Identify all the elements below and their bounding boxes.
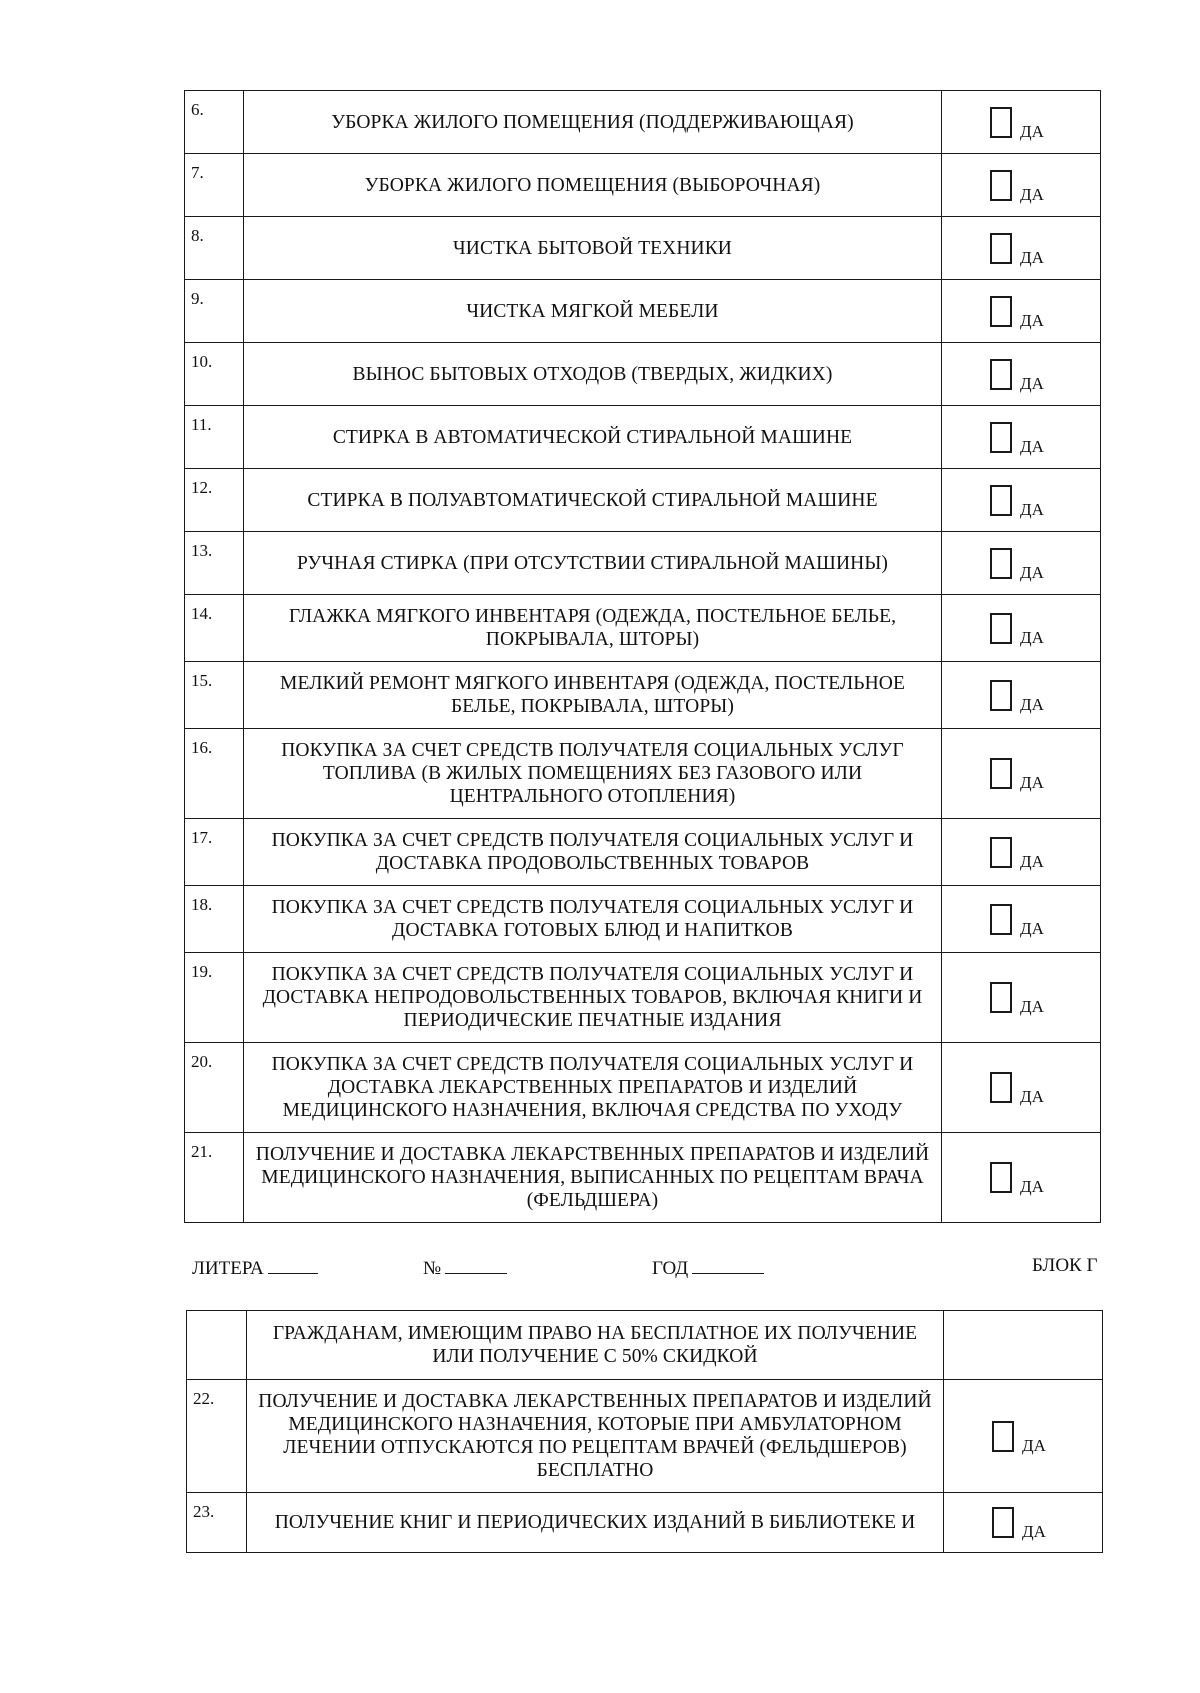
row-number: 20. bbox=[185, 1043, 244, 1133]
checkbox-option[interactable] bbox=[942, 422, 1100, 456]
checkbox-label: ДА bbox=[1020, 499, 1044, 519]
year-label: ГОД bbox=[652, 1258, 689, 1279]
free-services-table bbox=[186, 1310, 1103, 1553]
table-row bbox=[185, 406, 1101, 469]
checkbox[interactable] bbox=[990, 1162, 1012, 1193]
checkbox-option[interactable] bbox=[944, 1421, 1102, 1455]
checkbox[interactable] bbox=[992, 1507, 1014, 1538]
checkbox-label: ДА bbox=[1020, 627, 1044, 647]
checkbox[interactable] bbox=[990, 107, 1012, 138]
checkbox-label: ДА bbox=[1020, 121, 1044, 141]
checkbox-label: ДА bbox=[1020, 1177, 1044, 1196]
checkbox-option[interactable] bbox=[942, 904, 1100, 938]
checkbox-option[interactable] bbox=[942, 485, 1100, 519]
row-description: ПОКУПКА ЗА СЧЕТ СРЕДСТВ ПОЛУЧАТЕЛЯ СОЦИАЛЬНЫХ УСЛУГ И ДОСТАВКА ПРОДОВОЛЬСТВЕННЫХ ТОВАРОВ bbox=[244, 819, 942, 886]
year-blank[interactable] bbox=[692, 1255, 764, 1274]
table-row bbox=[185, 280, 1101, 343]
checkbox-label: ДА bbox=[1020, 562, 1044, 582]
row-description: ПОКУПКА ЗА СЧЕТ СРЕДСТВ ПОЛУЧАТЕЛЯ СОЦИАЛЬНЫХ УСЛУГ И ДОСТАВКА ГОТОВЫХ БЛЮД И НАПИТКОВ bbox=[244, 886, 942, 953]
checkbox[interactable] bbox=[990, 170, 1012, 201]
services-table bbox=[184, 90, 1101, 1223]
checkbox-option[interactable] bbox=[942, 359, 1100, 393]
row-number: 12. bbox=[185, 469, 244, 532]
row-number: 9. bbox=[185, 280, 244, 343]
checkbox-label: ДА bbox=[1020, 694, 1044, 714]
checkbox[interactable] bbox=[990, 758, 1012, 789]
year-field bbox=[652, 1255, 764, 1280]
checkbox[interactable] bbox=[992, 1421, 1014, 1452]
table-row bbox=[185, 953, 1101, 1043]
checkbox-cell bbox=[942, 819, 1101, 886]
checkbox-cell bbox=[944, 1493, 1103, 1553]
row-description: ПОКУПКА ЗА СЧЕТ СРЕДСТВ ПОЛУЧАТЕЛЯ СОЦИАЛЬНЫХ УСЛУГ И ДОСТАВКА НЕПРОДОВОЛЬСТВЕННЫХ ТОВАРОВ, ВКЛЮЧАЯ КНИГИ И ПЕРИОДИЧЕСКИЕ ПЕЧАТНЫЕ ИЗДАНИЯ bbox=[244, 953, 942, 1043]
number-blank[interactable] bbox=[445, 1255, 507, 1274]
checkbox-label: ДА bbox=[1020, 851, 1044, 871]
row-description: УБОРКА ЖИЛОГО ПОМЕЩЕНИЯ (ВЫБОРОЧНАЯ) bbox=[244, 154, 942, 217]
table-row bbox=[185, 595, 1101, 662]
services-table-body bbox=[185, 91, 1101, 1223]
checkbox[interactable] bbox=[990, 1072, 1012, 1103]
checkbox-option[interactable] bbox=[942, 982, 1100, 1016]
checkbox-label: ДА bbox=[1022, 1435, 1046, 1455]
checkbox-label: ДА bbox=[1020, 373, 1044, 393]
litera-field bbox=[192, 1255, 318, 1280]
checkbox[interactable] bbox=[990, 613, 1012, 644]
row-description: РУЧНАЯ СТИРКА (ПРИ ОТСУТСТВИИ СТИРАЛЬНОЙ МАШИНЫ) bbox=[244, 532, 942, 595]
row-number: 7. bbox=[185, 154, 244, 217]
checkbox-option[interactable] bbox=[942, 680, 1100, 714]
number-field bbox=[423, 1255, 507, 1280]
checkbox-option[interactable] bbox=[942, 233, 1100, 267]
table-row bbox=[185, 819, 1101, 886]
row-description: ЧИСТКА БЫТОВОЙ ТЕХНИКИ bbox=[244, 217, 942, 280]
litera-label: ЛИТЕРА bbox=[192, 1258, 264, 1279]
checkbox-option[interactable] bbox=[942, 758, 1100, 792]
checkbox-cell bbox=[942, 886, 1101, 953]
checkbox[interactable] bbox=[990, 296, 1012, 327]
checkbox-option[interactable] bbox=[942, 170, 1100, 204]
row-description: ПОКУПКА ЗА СЧЕТ СРЕДСТВ ПОЛУЧАТЕЛЯ СОЦИАЛЬНЫХ УСЛУГ И ДОСТАВКА ЛЕКАРСТВЕННЫХ ПРЕПАРАТОВ И ИЗДЕЛИЙ МЕДИЦИНСКОГО НАЗНАЧЕНИЯ, ВКЛЮЧАЯ СРЕДСТВА ПО УХОДУ bbox=[244, 1043, 942, 1133]
row-number: 16. bbox=[185, 729, 244, 819]
checkbox-label: ДА bbox=[1020, 436, 1044, 456]
checkbox[interactable] bbox=[990, 837, 1012, 868]
checkbox-option[interactable] bbox=[942, 1162, 1100, 1196]
checkbox-option[interactable] bbox=[944, 1507, 1102, 1541]
row-description: ПОЛУЧЕНИЕ КНИГ И ПЕРИОДИЧЕСКИХ ИЗДАНИЙ В БИБЛИОТЕКЕ И bbox=[247, 1493, 944, 1553]
checkbox-option[interactable] bbox=[942, 548, 1100, 582]
checkbox-label: ДА bbox=[1020, 918, 1044, 938]
checkbox-option[interactable] bbox=[942, 1072, 1100, 1106]
table-row bbox=[185, 662, 1101, 729]
checkbox[interactable] bbox=[990, 982, 1012, 1013]
row-number: 21. bbox=[185, 1133, 244, 1223]
checkbox-cell bbox=[942, 217, 1101, 280]
row-description: ПОЛУЧЕНИЕ И ДОСТАВКА ЛЕКАРСТВЕННЫХ ПРЕПАРАТОВ И ИЗДЕЛИЙ МЕДИЦИНСКОГО НАЗНАЧЕНИЯ, ВЫПИСАННЫХ ПО РЕЦЕПТАМ ВРАЧА (ФЕЛЬДШЕРА) bbox=[244, 1133, 942, 1223]
row-number: 11. bbox=[185, 406, 244, 469]
checkbox-cell bbox=[942, 532, 1101, 595]
checkbox-cell bbox=[942, 662, 1101, 729]
row-number: 6. bbox=[185, 91, 244, 154]
checkbox-cell bbox=[942, 343, 1101, 406]
table-row bbox=[185, 469, 1101, 532]
row-number: 15. bbox=[185, 662, 244, 729]
checkbox-cell bbox=[942, 1043, 1101, 1133]
free-services-table-body bbox=[187, 1311, 1103, 1553]
checkbox-cell bbox=[942, 91, 1101, 154]
row-number: 22. bbox=[187, 1380, 247, 1493]
checkbox-cell bbox=[942, 154, 1101, 217]
table-row bbox=[187, 1493, 1103, 1553]
checkbox-cell bbox=[942, 280, 1101, 343]
checkbox[interactable] bbox=[990, 359, 1012, 390]
checkbox[interactable] bbox=[990, 422, 1012, 453]
header-check-cell bbox=[944, 1311, 1103, 1380]
table-row bbox=[185, 886, 1101, 953]
checkbox-option[interactable] bbox=[942, 837, 1100, 871]
checkbox[interactable] bbox=[990, 680, 1012, 711]
row-description: УБОРКА ЖИЛОГО ПОМЕЩЕНИЯ (ПОДДЕРЖИВАЮЩАЯ) bbox=[244, 91, 942, 154]
checkbox-cell bbox=[942, 1133, 1101, 1223]
row-number: 19. bbox=[185, 953, 244, 1043]
checkbox-label: ДА bbox=[1020, 247, 1044, 267]
row-description: ПОЛУЧЕНИЕ И ДОСТАВКА ЛЕКАРСТВЕННЫХ ПРЕПАРАТОВ И ИЗДЕЛИЙ МЕДИЦИНСКОГО НАЗНАЧЕНИЯ, КОТОРЫЕ ПРИ АМБУЛАТОРНОМ ЛЕЧЕНИИ ОТПУСКАЮТСЯ ПО РЕЦЕПТАМ ВРАЧЕЙ (ФЕЛЬДШЕРОВ) БЕСПЛАТНО bbox=[247, 1380, 944, 1493]
row-description: СТИРКА В ПОЛУАВТОМАТИЧЕСКОЙ СТИРАЛЬНОЙ МАШИНЕ bbox=[244, 469, 942, 532]
number-label: № bbox=[423, 1258, 442, 1279]
table-row bbox=[185, 729, 1101, 819]
table-row bbox=[185, 1043, 1101, 1133]
checkbox-cell bbox=[942, 729, 1101, 819]
checkbox-option[interactable] bbox=[942, 107, 1100, 141]
checkbox[interactable] bbox=[990, 233, 1012, 264]
row-description: МЕЛКИЙ РЕМОНТ МЯГКОГО ИНВЕНТАРЯ (ОДЕЖДА, ПОСТЕЛЬНОЕ БЕЛЬЕ, ПОКРЫВАЛА, ШТОРЫ) bbox=[244, 662, 942, 729]
table-row bbox=[185, 217, 1101, 280]
checkbox[interactable] bbox=[990, 548, 1012, 579]
checkbox[interactable] bbox=[990, 485, 1012, 516]
row-description: ПОКУПКА ЗА СЧЕТ СРЕДСТВ ПОЛУЧАТЕЛЯ СОЦИАЛЬНЫХ УСЛУГ ТОПЛИВА (В ЖИЛЫХ ПОМЕЩЕНИЯХ БЕЗ ГАЗОВОГО ИЛИ ЦЕНТРАЛЬНОГО ОТОПЛЕНИЯ) bbox=[244, 729, 942, 819]
checkbox-cell bbox=[942, 953, 1101, 1043]
checkbox-cell bbox=[944, 1380, 1103, 1493]
table-header-text: ГРАЖДАНАМ, ИМЕЮЩИМ ПРАВО НА БЕСПЛАТНОЕ ИХ ПОЛУЧЕНИЕ ИЛИ ПОЛУЧЕНИЕ С 50% СКИДКОЙ bbox=[247, 1311, 944, 1380]
table-row bbox=[185, 532, 1101, 595]
table-row bbox=[185, 91, 1101, 154]
checkbox-label: ДА bbox=[1022, 1522, 1046, 1541]
checkbox-cell bbox=[942, 469, 1101, 532]
row-number: 23. bbox=[187, 1493, 247, 1553]
checkbox-label: ДА bbox=[1020, 1087, 1044, 1106]
row-number: 18. bbox=[185, 886, 244, 953]
checkbox-option[interactable] bbox=[942, 613, 1100, 647]
litera-blank[interactable] bbox=[268, 1255, 318, 1274]
table-header-row bbox=[187, 1311, 1103, 1380]
checkbox[interactable] bbox=[990, 904, 1012, 935]
table-row bbox=[187, 1380, 1103, 1493]
checkbox-cell bbox=[942, 406, 1101, 469]
row-description: ГЛАЖКА МЯГКОГО ИНВЕНТАРЯ (ОДЕЖДА, ПОСТЕЛЬНОЕ БЕЛЬЕ, ПОКРЫВАЛА, ШТОРЫ) bbox=[244, 595, 942, 662]
row-description: СТИРКА В АВТОМАТИЧЕСКОЙ СТИРАЛЬНОЙ МАШИНЕ bbox=[244, 406, 942, 469]
row-number: 13. bbox=[185, 532, 244, 595]
row-number: 17. bbox=[185, 819, 244, 886]
checkbox-label: ДА bbox=[1020, 310, 1044, 330]
block-label: БЛОК Г bbox=[1032, 1255, 1098, 1276]
row-number: 8. bbox=[185, 217, 244, 280]
header-num-cell bbox=[187, 1311, 247, 1380]
table-row bbox=[185, 1133, 1101, 1223]
table-row bbox=[185, 343, 1101, 406]
checkbox-label: ДА bbox=[1020, 997, 1044, 1016]
row-description: ВЫНОС БЫТОВЫХ ОТХОДОВ (ТВЕРДЫХ, ЖИДКИХ) bbox=[244, 343, 942, 406]
checkbox-cell bbox=[942, 595, 1101, 662]
row-number: 14. bbox=[185, 595, 244, 662]
checkbox-option[interactable] bbox=[942, 296, 1100, 330]
row-number: 10. bbox=[185, 343, 244, 406]
table-row bbox=[185, 154, 1101, 217]
row-description: ЧИСТКА МЯГКОЙ МЕБЕЛИ bbox=[244, 280, 942, 343]
checkbox-label: ДА bbox=[1020, 184, 1044, 204]
checkbox-label: ДА bbox=[1020, 773, 1044, 792]
